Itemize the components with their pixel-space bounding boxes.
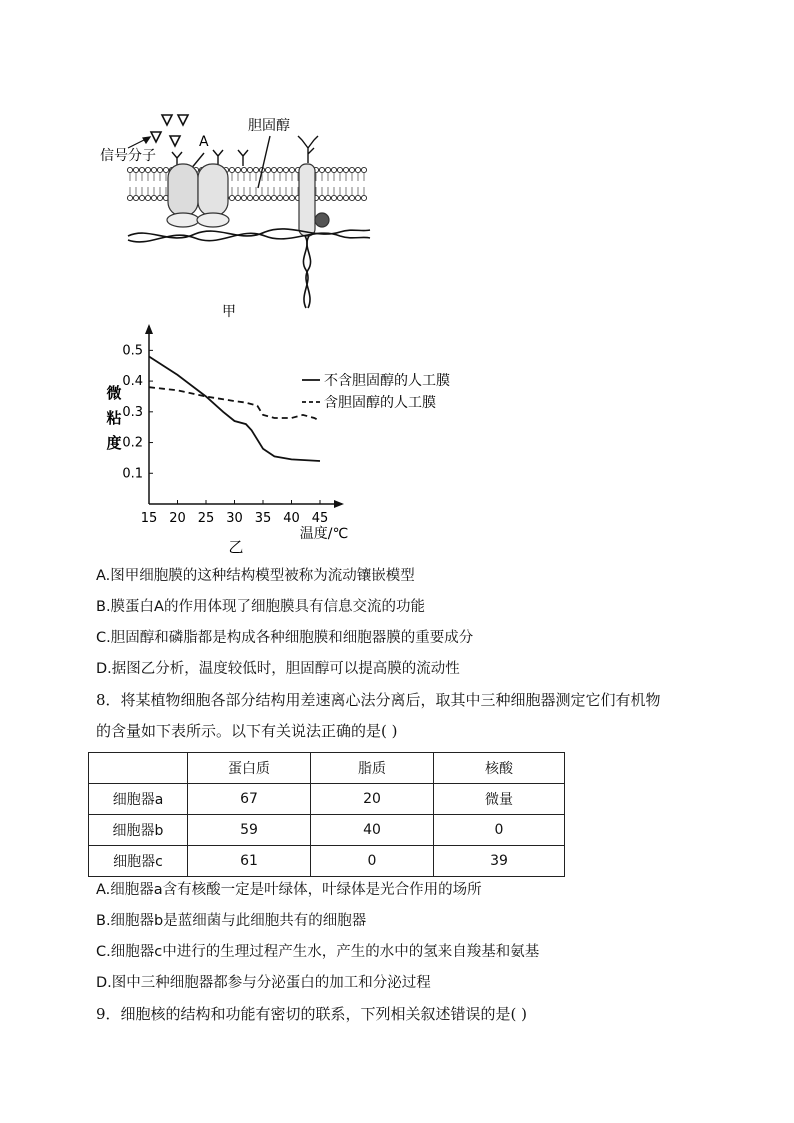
phospholipid-head: [325, 167, 330, 172]
phospholipid-head: [157, 167, 162, 172]
x-tick-label: 35: [254, 511, 272, 526]
signal-arrow: [128, 137, 150, 148]
table-cell: 0: [434, 815, 565, 846]
phospholipid-head: [289, 167, 294, 172]
phospholipid-head: [361, 195, 366, 200]
phospholipid-head: [235, 167, 240, 172]
table-cell: 微量: [434, 784, 565, 815]
q8-option-c: C.细胞器c中进行的生理过程产生水，产生的水中的氢来自羧基和氨基: [96, 944, 540, 960]
q8-option-b: B.细胞器b是蓝细菌与此细胞共有的细胞器: [96, 913, 367, 929]
phospholipid-head: [253, 195, 258, 200]
phospholipid-head: [277, 167, 282, 172]
phospholipid-head: [253, 167, 258, 172]
phospholipid-head: [283, 195, 288, 200]
y-tick-label: 0.3: [122, 404, 143, 420]
x-tick-label: 20: [169, 511, 186, 526]
transmembrane-protein: [299, 164, 329, 236]
phospholipid-head: [241, 167, 246, 172]
phospholipid-head: [247, 195, 252, 200]
q7-option-d: D.据图乙分析，温度较低时，胆固醇可以提高膜的流动性: [96, 661, 460, 677]
q8-option-d: D.图中三种细胞器都参与分泌蛋白的加工和分泌过程: [96, 975, 431, 991]
table-header-cell: [89, 753, 188, 784]
phospholipid-head: [361, 167, 366, 172]
signal-molecules: [151, 115, 188, 146]
membrane-diagram: [100, 108, 380, 318]
label-signal: 信号分子: [100, 148, 156, 164]
cytoskeleton: [128, 229, 370, 308]
phospholipid-head: [355, 167, 360, 172]
phospholipid-head: [151, 195, 156, 200]
phospholipid-head: [235, 195, 240, 200]
phospholipid-head: [265, 195, 270, 200]
y-tick-label: 0.2: [122, 435, 143, 451]
phospholipid-head: [139, 195, 144, 200]
phospholipid-head: [349, 195, 354, 200]
phospholipid-head: [265, 167, 270, 172]
phospholipid-head: [133, 195, 138, 200]
table-header-row: [89, 753, 565, 784]
table-cell: 20: [311, 784, 434, 815]
receptor-branches: [172, 136, 318, 168]
table-row: [89, 846, 565, 877]
table-header-cell: 核酸: [434, 753, 565, 784]
y-tick-label: 0.5: [122, 343, 143, 359]
legend-label-2: 含胆固醇的人工膜: [324, 395, 436, 411]
y-axis-label: 粘: [106, 409, 122, 427]
phospholipid-head: [157, 195, 162, 200]
label-cholesterol: 胆固醇: [248, 118, 290, 134]
q9-stem: 9．细胞核的结构和功能有密切的联系，下列相关叙述错误的是( ): [96, 1005, 528, 1023]
table-cell: 细胞器b: [89, 815, 188, 846]
phospholipid-head: [325, 195, 330, 200]
phospholipid-head: [241, 195, 246, 200]
phospholipid-head: [343, 195, 348, 200]
series-line-2: [149, 387, 320, 421]
phospholipid-head: [259, 195, 264, 200]
phospholipid-head: [343, 167, 348, 172]
q8-option-a: A.细胞器a含有核酸一定是叶绿体，叶绿体是光合作用的场所: [96, 882, 482, 898]
phospholipid-head: [331, 167, 336, 172]
q8-stem-line1: 8．将某植物细胞各部分结构用差速离心法分离后，取其中三种细胞器测定它们有机物: [96, 691, 661, 709]
protein-channel: [167, 164, 229, 227]
y-axis-arrow: [145, 324, 153, 334]
label-a: A: [199, 134, 209, 150]
table-header-cell: 蛋白质: [188, 753, 311, 784]
phospholipid-head: [271, 167, 276, 172]
phospholipid-head: [283, 167, 288, 172]
phospholipid-head: [331, 195, 336, 200]
phospholipid-head: [229, 167, 234, 172]
phospholipid-head: [133, 167, 138, 172]
phospholipid-head: [247, 167, 252, 172]
x-tick-label: 40: [283, 511, 300, 526]
series-line-1: [149, 357, 320, 462]
table-cell: 细胞器c: [89, 846, 188, 877]
table-cell: 0: [311, 846, 434, 877]
phospholipid-head: [151, 167, 156, 172]
phospholipid-head: [319, 167, 324, 172]
phospholipid-head: [145, 167, 150, 172]
phospholipid-head: [349, 167, 354, 172]
x-axis-arrow: [334, 500, 344, 508]
table-cell: 61: [188, 846, 311, 877]
table-cell: 59: [188, 815, 311, 846]
phospholipid-head: [229, 195, 234, 200]
x-tick-label: 30: [226, 511, 243, 526]
y-tick-label: 0.4: [122, 374, 143, 390]
figure-b-caption: 乙: [228, 538, 244, 556]
q8-stem-line2: 的含量如下表所示。以下有关说法正确的是( ): [96, 722, 398, 740]
legend-label-1: 不含胆固醇的人工膜: [324, 373, 450, 389]
x-axis-label: 温度/℃: [299, 526, 349, 542]
viscosity-chart: [96, 318, 496, 558]
x-tick-label: 25: [197, 511, 215, 526]
q7-option-b: B.膜蛋白A的作用体现了细胞膜具有信息交流的功能: [96, 599, 425, 615]
table-row: [89, 815, 565, 846]
q7-option-a: A.图甲细胞膜的这种结构模型被称为流动镶嵌模型: [96, 568, 415, 584]
phospholipid-head: [163, 167, 168, 172]
phospholipid-head: [145, 195, 150, 200]
phospholipid-head: [127, 195, 132, 200]
phospholipid-head: [355, 195, 360, 200]
figure-a-caption: 甲: [222, 304, 236, 318]
table-row: [89, 784, 565, 815]
organelle-table: [88, 752, 565, 877]
table-cell: 39: [434, 846, 565, 877]
x-tick-label: 15: [140, 511, 158, 526]
phospholipid-head: [319, 195, 324, 200]
y-axis-label: 度: [106, 434, 122, 452]
y-axis-label: 微: [106, 384, 122, 402]
phospholipid-head: [139, 167, 144, 172]
phospholipid-head: [127, 167, 132, 172]
phospholipid-head: [337, 195, 342, 200]
phospholipid-head: [277, 195, 282, 200]
table-cell: 67: [188, 784, 311, 815]
x-tick-label: 45: [311, 511, 329, 526]
q7-option-c: C.胆固醇和磷脂都是构成各种细胞膜和细胞器膜的重要成分: [96, 630, 474, 646]
table-header-cell: 脂质: [311, 753, 434, 784]
phospholipid-head: [337, 167, 342, 172]
table-cell: 细胞器a: [89, 784, 188, 815]
phospholipid-head: [271, 195, 276, 200]
y-tick-label: 0.1: [122, 466, 143, 482]
phospholipid-head: [289, 195, 294, 200]
phospholipid-bilayer: [127, 167, 366, 200]
table-cell: 40: [311, 815, 434, 846]
